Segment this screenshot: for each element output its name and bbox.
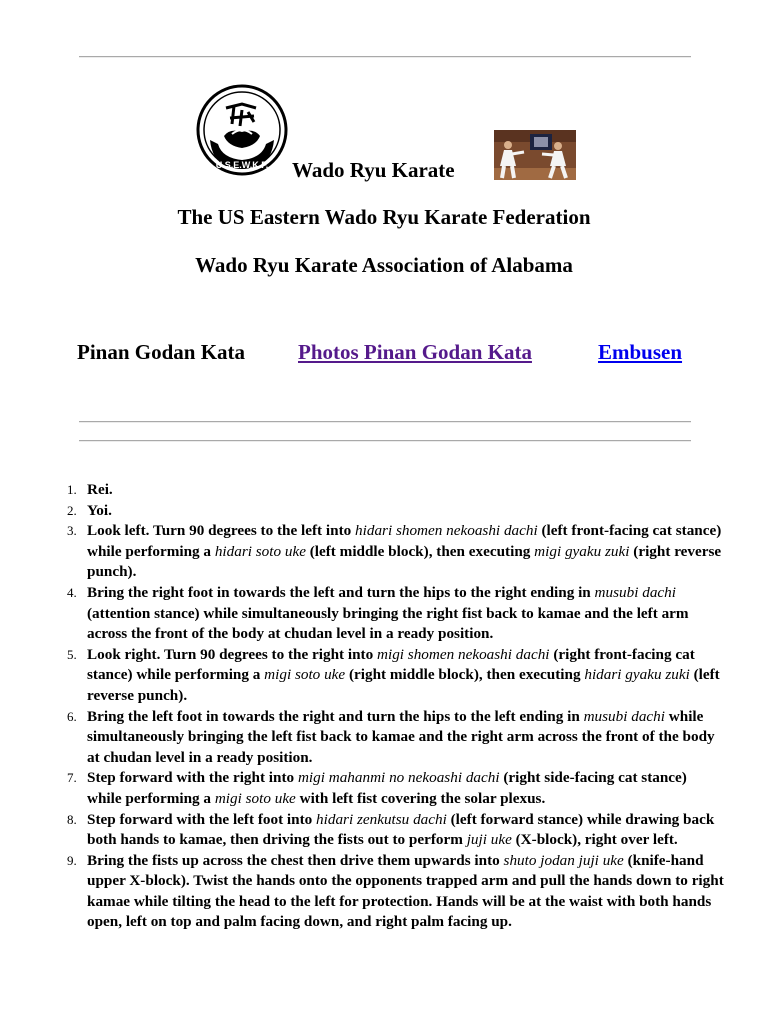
step-text: Bring the left foot in towards the right and turn the hips to the left ending in [87, 707, 584, 725]
japanese-term: migi gyaku zuki [534, 542, 630, 560]
step-number: 1. [67, 482, 77, 497]
step-text: Step forward with the right into [87, 769, 298, 787]
japanese-term: hidari shomen nekoashi dachi [355, 522, 538, 540]
step-text: (right reverse punch). [87, 542, 722, 581]
step-text: Bring the right foot in towards the left and turn the hips to the right ending in [87, 583, 595, 601]
kata-step [62, 645, 724, 707]
step-number: 2. [67, 502, 77, 518]
step-text: Look right. Turn 90 degrees to the right into [87, 645, 377, 663]
kata-step [62, 768, 724, 809]
kata-step [62, 501, 724, 522]
karate-photo [494, 130, 576, 180]
kata-step [62, 521, 724, 583]
step-text: Look left. Turn 90 degrees to the left into [87, 522, 356, 540]
japanese-term: migi soto uke [264, 666, 346, 684]
japanese-term: hidari soto uke [214, 542, 306, 560]
step-text: (left middle block), then executing [305, 542, 535, 560]
kata-steps-list [62, 480, 724, 933]
step-text: Yoi. [87, 501, 112, 519]
step-text: Step forward with the left foot into [87, 810, 317, 828]
japanese-term: migi mahanmi no nekoashi dachi [297, 769, 500, 787]
top-divider [79, 56, 691, 58]
kata-step [62, 851, 724, 933]
japanese-term: migi shomen nekoashi dachi [377, 645, 550, 663]
japanese-term: shuto jodan juji uke [503, 851, 624, 869]
current-kata-label: Pinan Godan Kata [77, 340, 246, 364]
kata-step [62, 583, 724, 645]
step-text: (right middle block), then executing [345, 666, 585, 684]
kata-step [62, 480, 724, 501]
step-text: (left front-facing cat stance) while performing a [87, 522, 722, 560]
kata-step [62, 707, 724, 769]
step-number: 9. [67, 852, 77, 868]
japanese-term: hidari zenkutsu dachi [316, 810, 447, 828]
step-number: 8. [67, 811, 77, 827]
logo-text: U.S.E.W.K.F. [215, 160, 269, 170]
photos-link[interactable]: Photos Pinan Godan Kata [298, 340, 532, 364]
divider [79, 440, 691, 442]
step-text: (left forward stance) while drawing back both hands to kamae, then driving the fists out to perform [87, 810, 715, 849]
step-text: (attention stance) while simultaneously bringing the right fist back to kamae and the left arm across the front of the body at chudan level in a ready position. [87, 604, 689, 643]
japanese-term: juji uke [466, 831, 512, 849]
step-text: (knife-hand upper X-block). Twist the hands onto the opponents trapped arm and pull the hands down to right kamae while tilting the head to the left for protection. Hands will be at the waist with both hands open, left on top and palm facing down, and right palm facing up. [87, 851, 724, 931]
step-number: 3. [67, 523, 77, 539]
step-text: (right front-facing cat stance) while performing a [87, 645, 695, 684]
page-title: Wado Ryu Karate [292, 158, 455, 182]
step-text: (right side-facing cat stance) while performing a [87, 769, 687, 807]
federation-heading: The US Eastern Wado Ryu Karate Federation [177, 205, 591, 229]
usewkf-logo [196, 84, 288, 176]
japanese-term: hidari gyaku zuki [584, 666, 690, 684]
embusen-link[interactable]: Embusen [598, 340, 683, 364]
step-number: 4. [67, 584, 77, 600]
step-text: (left reverse punch). [87, 666, 720, 704]
step-text: while simultaneously bringing the left fist back to kamae and the right arm across the front of the body at chudan level in a ready position. [87, 707, 715, 766]
step-text: Rei. [87, 481, 113, 498]
japanese-term: musubi dachi [594, 583, 676, 601]
step-text: with left fist covering the solar plexus. [295, 789, 546, 807]
step-number: 7. [67, 770, 77, 786]
step-text: (X-block), right over left. [511, 831, 678, 849]
kata-step [62, 810, 724, 851]
step-number: 5. [67, 646, 77, 662]
association-heading: Wado Ryu Karate Association of Alabama [195, 253, 573, 277]
step-number: 6. [67, 708, 77, 724]
divider [79, 421, 691, 423]
step-text: Bring the fists up across the chest then drive them upwards into [87, 851, 504, 869]
japanese-term: musubi dachi [583, 707, 665, 725]
japanese-term: migi soto uke [214, 789, 296, 807]
